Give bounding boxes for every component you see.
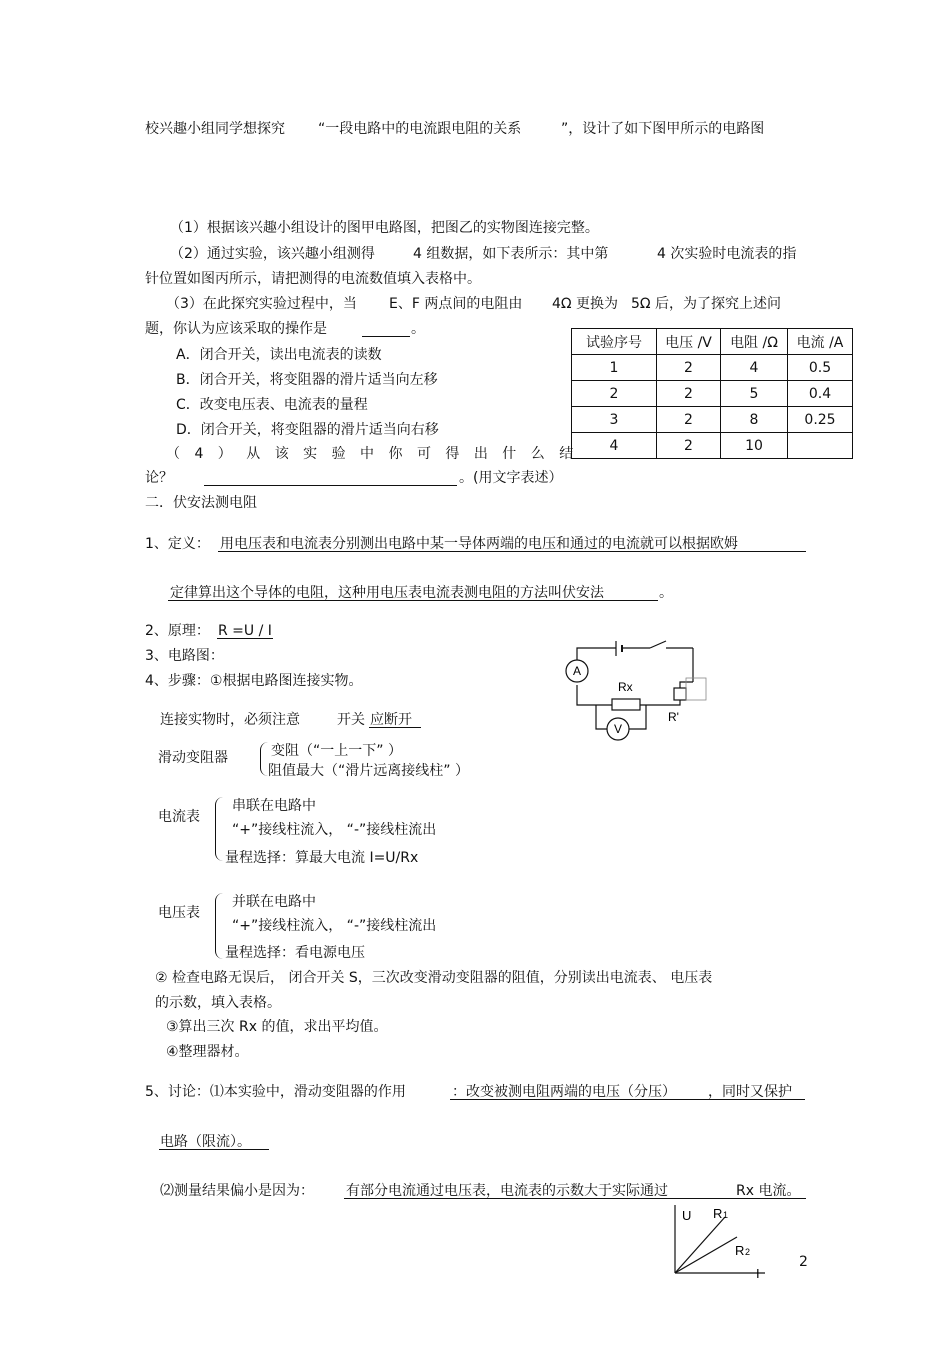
question-3d: 5Ω 后，为了探究上述问 <box>631 296 782 312</box>
page-number: 2 <box>799 1254 808 1270</box>
table-row <box>572 381 853 407</box>
step-4: ④整理器材。 <box>166 1044 249 1060</box>
discussion-2b: 有部分电流通过电压表，电流表的示数大于实际通过 <box>346 1183 668 1199</box>
voltmeter-item-2: “+”接线柱流入， “-”接线柱流出 <box>232 918 437 934</box>
table-cell: 0.5 <box>788 355 853 381</box>
table-row <box>572 355 853 381</box>
r2-subscript: 2 <box>745 1247 751 1257</box>
definition-underline1 <box>218 551 806 552</box>
table-row <box>572 407 853 433</box>
circuit-label: 3、电路图： <box>145 648 224 664</box>
r1-subscript: 1 <box>723 1210 729 1220</box>
definition-line1: 用电压表和电流表分别测出电路中某一导体两端的电压和通过的电流就可以根据欧姆 <box>220 536 738 552</box>
step-2-line2: 的示数，填入表格。 <box>155 995 281 1011</box>
question-2-line2: 针位置如图丙所示，请把测得的电流数值填入表格中。 <box>145 271 481 287</box>
rheostat-item-2: 阻值最大（“滑片远离接线柱” ） <box>268 763 469 779</box>
voltmeter-item-3: 量程选择：看电源电压 <box>225 945 365 961</box>
discussion-2a: ⑵测量结果偏小是因为： <box>160 1183 314 1199</box>
r1-label: R <box>713 1206 723 1221</box>
discussion-2c: Rx 电流。 <box>736 1183 801 1199</box>
rheostat-item-1: 变阻（“一上一下” ） <box>271 743 402 759</box>
table-header: 电阻 /Ω <box>721 329 788 355</box>
question-4-line2: 论？ <box>145 470 173 486</box>
question-3b: E、F 两点间的电阻由 <box>389 296 523 312</box>
circuit-diagram <box>560 636 720 748</box>
discussion-1a: 5、讨论：⑴本实验中，滑动变阻器的作用 <box>145 1084 406 1100</box>
rheostat-body <box>674 688 686 700</box>
discussion-underline2 <box>159 1149 269 1150</box>
ammeter-letter: A <box>572 664 582 678</box>
u-axis-label: U <box>682 1208 692 1223</box>
step-2-line1: ② 检查电路无误后， 闭合开关 S，三次改变滑动变阻器的阻值，分别读出电流表、 电压表 <box>155 970 713 986</box>
definition-line2: 定律算出这个导体的电阻，这种用电压表电流表测电阻的方法叫伏安法 <box>170 585 604 601</box>
connect-note: 连接实物时，必须注意 <box>160 712 300 728</box>
ammeter-item-1: 串联在电路中 <box>232 798 316 814</box>
ui-graph <box>665 1203 775 1279</box>
rprime-label: R' <box>668 710 679 724</box>
rheostat-frame <box>686 678 706 700</box>
question-3c: 4Ω 更换为 <box>552 296 619 312</box>
discussion-1-line2: 电路（限流）。 <box>160 1134 251 1150</box>
circuit-wire <box>577 685 612 705</box>
circuit-wire <box>640 700 680 705</box>
question-1: （1）根据该兴趣小组设计的图甲电路图，把图乙的实物图连接完整。 <box>170 220 599 236</box>
question-4-line1: （ 4 ） 从 该 实 验 中 你 可 得 出 什 么 结 <box>166 446 579 462</box>
question-3-end: 。 <box>411 321 425 337</box>
step-3: ③算出三次 Rx 的值，求出平均值。 <box>166 1019 388 1035</box>
table-cell: 4 <box>721 355 788 381</box>
discussion-underline1 <box>450 1099 805 1100</box>
option-a: A．闭合开关，读出电流表的读数 <box>176 347 382 363</box>
table-cell: 2 <box>657 381 721 407</box>
question-2c: 4 次实验时电流表的指 <box>657 246 797 262</box>
table-header-row <box>572 329 853 355</box>
resistor-rx <box>612 699 640 710</box>
table-cell: 8 <box>721 407 788 433</box>
r2-label: R <box>735 1243 745 1258</box>
option-c: C．改变电压表、电流表的量程 <box>176 397 368 413</box>
option-d: D．闭合开关，将变阻器的滑片适当向右移 <box>176 422 439 438</box>
table-cell: 4 <box>572 433 657 459</box>
circuit-wire <box>628 705 646 729</box>
principle-underline <box>217 638 273 639</box>
definition-end: 。 <box>659 585 673 601</box>
intro-part-c: ”，设计了如下图甲所示的电路图 <box>561 121 765 137</box>
i-axis-label: I <box>756 1266 760 1281</box>
switch-blade <box>650 641 666 648</box>
principle-label: 2、原理： <box>145 623 210 639</box>
table-cell: 2 <box>657 433 721 459</box>
definition-underline2 <box>168 600 658 601</box>
table-cell: 3 <box>572 407 657 433</box>
table-cell: 0.25 <box>788 407 853 433</box>
question-4-end: 。(用文字表述） <box>459 470 563 486</box>
table-cell: 5 <box>721 381 788 407</box>
table-cell: 2 <box>657 355 721 381</box>
table-row <box>572 433 853 459</box>
answer-blank-4[interactable] <box>204 485 457 486</box>
rx-label: Rx <box>618 680 633 694</box>
connect-underline <box>369 727 421 728</box>
circuit-wire <box>596 705 608 729</box>
ammeter-brace <box>215 797 225 861</box>
question-2a: （2）通过实验，该兴趣小组测得 <box>170 246 375 262</box>
table-cell: 0.4 <box>788 381 853 407</box>
line-r2 <box>675 1237 737 1273</box>
option-b: B．闭合开关，将变阻器的滑片适当向左移 <box>176 372 438 388</box>
rheostat-label: 滑动变阻器 <box>158 750 228 766</box>
ammeter-label: 电流表 <box>158 809 200 825</box>
intro-part-b: “一段电路中的电流跟电阻的关系 <box>318 121 522 137</box>
connect-switch: 开关 <box>337 712 365 728</box>
table-cell: 2 <box>657 407 721 433</box>
table-cell-blank[interactable] <box>788 433 853 459</box>
intro-part-a: 校兴趣小组同学想探究 <box>145 121 285 137</box>
voltmeter-letter: V <box>613 722 623 736</box>
steps-label: 4、步骤：①根据电路图连接实物。 <box>145 673 363 689</box>
table-header: 试验序号 <box>572 329 657 355</box>
section-title: 二．伏安法测电阻 <box>145 495 257 511</box>
rheostat-slider <box>680 682 693 688</box>
discussion-1c: ，同时又保护 <box>708 1084 792 1100</box>
voltmeter-label: 电压表 <box>158 905 200 921</box>
table-cell: 1 <box>572 355 657 381</box>
definition-label: 1、定义： <box>145 536 210 552</box>
voltmeter-brace <box>215 893 225 959</box>
question-2b: 4 组数据，如下表所示：其中第 <box>413 246 609 262</box>
table-cell: 10 <box>721 433 788 459</box>
discussion-underline3 <box>344 1198 806 1199</box>
question-3-line2: 题，你认为应该采取的操作是 <box>145 321 327 337</box>
line-r1 <box>675 1217 725 1273</box>
connect-open: 应断开 <box>370 712 412 728</box>
table-cell: 2 <box>572 381 657 407</box>
experiment-table <box>571 328 853 459</box>
ammeter-item-3: 量程选择：算最大电流 I=U/Rx <box>225 850 419 866</box>
voltmeter-item-1: 并联在电路中 <box>232 894 316 910</box>
table-header: 电流 /A <box>788 329 853 355</box>
principle-formula: R =U / I <box>218 623 272 639</box>
discussion-1b: ：改变被测电阻两端的电压（分压） <box>452 1084 676 1100</box>
question-3a: （3）在此探究实验过程中，当 <box>166 296 357 312</box>
answer-blank-3[interactable] <box>362 336 410 337</box>
table-header: 电压 /V <box>657 329 721 355</box>
ammeter-item-2: “+”接线柱流入， “-”接线柱流出 <box>232 822 437 838</box>
